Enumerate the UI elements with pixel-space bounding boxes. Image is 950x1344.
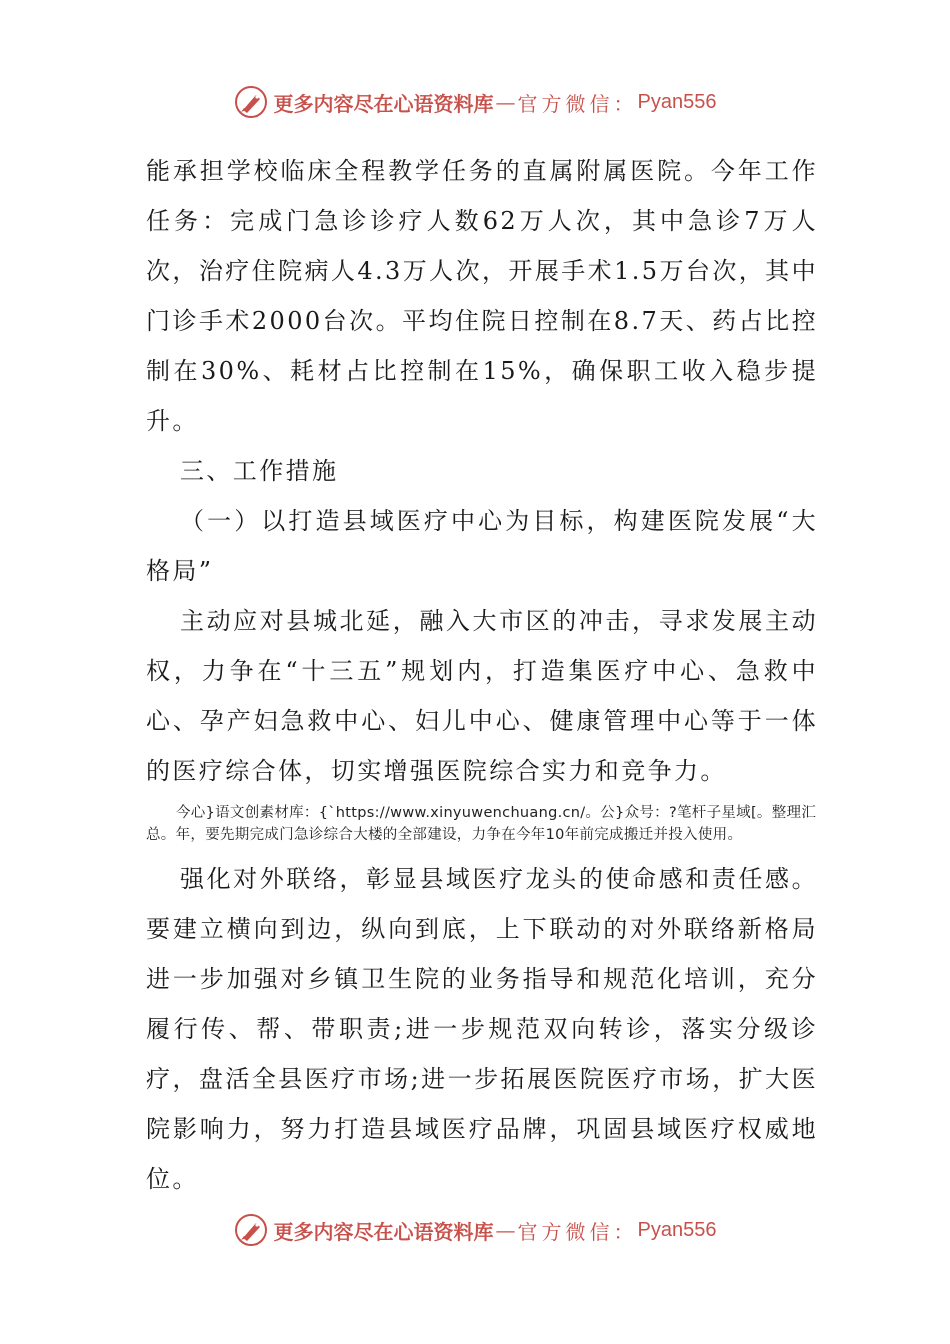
banner-label: 官方微信： — [517, 91, 638, 116]
pen-nib-logo-icon — [234, 1213, 268, 1247]
banner-dash: — — [495, 90, 516, 114]
pen-nib-logo-icon — [234, 85, 268, 119]
section-heading: 三、工作措施 — [180, 457, 339, 485]
banner-title: 更多内容尽在心语资料库 — [273, 91, 494, 116]
banner-label: 官方微信： — [517, 1219, 638, 1244]
footer-banner — [0, 1210, 950, 1250]
watermark-note: 今心}语文创素材库：{`https://www.xinyuwenchuang.cn/。公}众号：?笔杆子星域[。整理汇总。年，要先期完成门急诊综合大楼的全部建设，力争在今年10年前完成搬迁并投入使用。 — [146, 805, 817, 843]
paragraph-strategy: 主动应对县城北延，融入大市区的冲击，寻求发展主动权，力争在“十三五”规划内，打造集医疗中心、急救中心、孕产妇急救中心、妇儿中心、健康管理中心等于一体的医疗综合体，切实增强医院综合实力和竞争力。 — [146, 607, 818, 785]
banner-title: 更多内容尽在心语资料库 — [273, 1219, 494, 1244]
paragraph-liaison: 强化对外联络，彰显县域医疗龙头的使命感和责任感。要建立横向到边，纵向到底，上下联动的对外联络新格局进一步加强对乡镇卫生院的业务指导和规范化培训，充分履行传、帮、带职责;进一步规范双向转诊，落实分级诊疗，盘活全县医疗市场;进一步拓展医院医疗市场，扩大医院影响力，努力打造县域医疗品牌，巩固县域医疗权威地位。 — [146, 865, 818, 1193]
banner-wechat-id: Pyan556 — [637, 1218, 717, 1241]
subsection-heading: （一）以打造县域医疗中心为目标，构建医院发展“大格局” — [146, 507, 818, 585]
paragraph-tasks: 能承担学校临床全程教学任务的直属附属医院。今年工作任务：完成门急诊诊疗人数62万人次，其中急诊7万人次，治疗住院病人4.3万人次，开展手术1.5万台次，其中门诊手术2000台次。平均住院日控制在8.7天、药占比控制在30%、耗材占比控制在15%，确保职工收入稳步提升。 — [146, 157, 818, 435]
banner-dash: — — [495, 1218, 516, 1242]
banner-wechat-id: Pyan556 — [637, 90, 717, 113]
header-banner — [0, 82, 950, 122]
document-body — [146, 146, 818, 1204]
